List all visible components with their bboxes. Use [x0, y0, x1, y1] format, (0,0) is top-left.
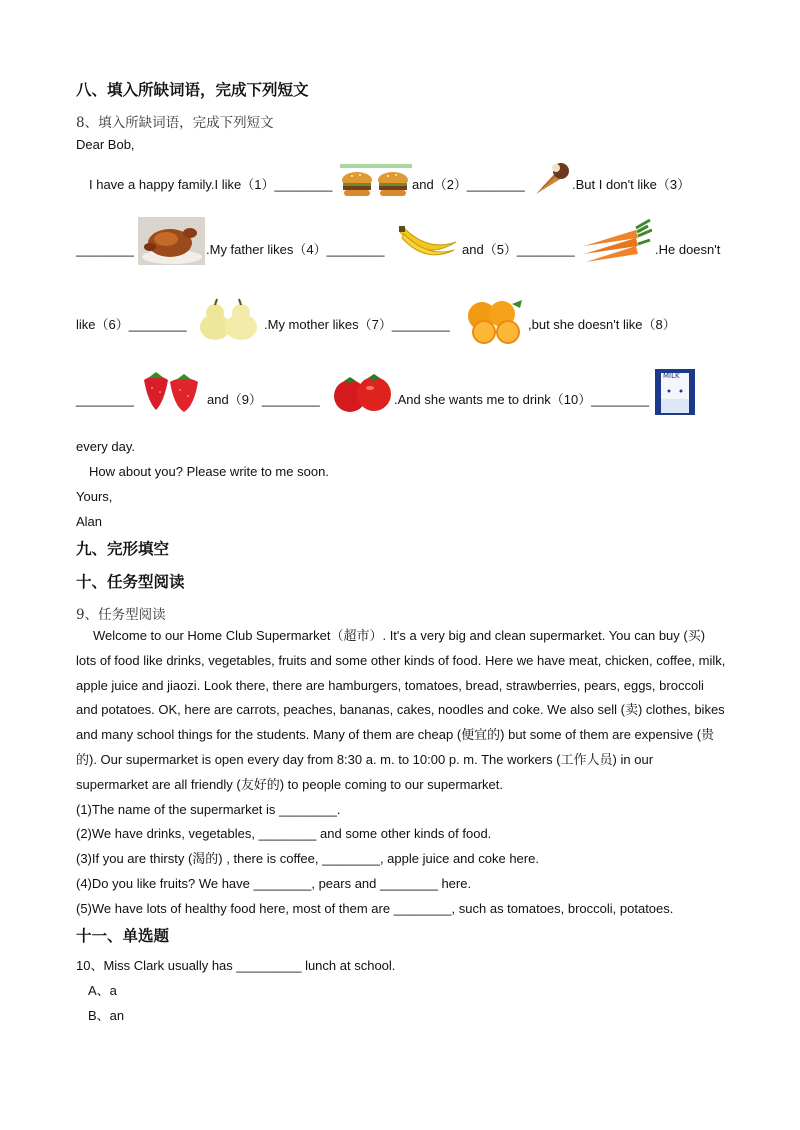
- text-line-1b: and（2）________: [412, 177, 525, 192]
- option-b[interactable]: B、an: [88, 1008, 125, 1023]
- question-title-9: 9、任务型阅读: [76, 607, 166, 623]
- question-10: 10、Miss Clark usually has _________ lunch at school.: [76, 958, 396, 973]
- letter-closing: Yours,: [76, 489, 113, 504]
- letter-signature-name: Alan: [76, 514, 103, 529]
- text-line-2c: and（5）________: [462, 242, 575, 257]
- milk-picture: [655, 369, 695, 415]
- orange-picture: [462, 298, 526, 344]
- hamburger-picture: [340, 164, 412, 200]
- tomato-picture: [330, 372, 394, 414]
- strawberry-picture: [140, 370, 200, 414]
- option-a[interactable]: A、a: [88, 983, 117, 998]
- question-3: (3)If you are thirsty (渴的) , there is coffee, ________, apple juice and coke here.: [76, 851, 539, 867]
- section-heading-9: 九、完形填空: [76, 540, 170, 558]
- roast-chicken-picture: [138, 217, 205, 265]
- text-line-1a: I have a happy family.I like（1）________: [89, 177, 333, 192]
- text-line-4a: ________: [76, 392, 134, 407]
- milk-label: MILK: [663, 372, 680, 380]
- reading-passage: [76, 624, 726, 922]
- question-2: (2)We have drinks, vegetables, ________ and some other kinds of food.: [76, 826, 492, 842]
- pear-picture: [197, 297, 261, 341]
- text-line-2a: ________: [76, 242, 134, 257]
- text-line-1c: .But I don't like（3）: [572, 177, 691, 192]
- text-every-day: every day.: [76, 439, 136, 454]
- passage-text: Welcome to our Home Club Supermarket（超市）. It's a very big and clean supermarket. You can buy (买) lots of food like drinks, vegetables, fruits and some other kinds of food. Here we have meat, chicken, coffee, milk, apple juice and jiaozi. Look there, there are hamburgers, tomatoes, bread, strawberries, pears, eggs, broccoli and potatoes. OK, here are carrots, peaches, bananas, cakes, noodles and coke. We also sell (卖) clothes, bikes and many school things for the students. Many of them are cheap (便宜的) but some of them are expensive (贵的). Our supermarket is open every day from 8:30 a. m. to 10:00 p. m. The workers (工作人员) in our supermarket are all friendly (友好的) to people coming to our supermarket.: [76, 628, 726, 792]
- banana-picture: [398, 222, 458, 262]
- text-line-3a: like（6）________: [76, 317, 187, 332]
- section-heading-10: 十、任务型阅读: [76, 573, 185, 591]
- section-heading-11: 十一、单选题: [76, 927, 170, 945]
- carrot-picture: [582, 216, 652, 266]
- text-line-2b: .My father likes（4）________: [206, 242, 385, 257]
- question-1: (1)The name of the supermarket is ________.: [76, 801, 341, 817]
- text-how-about: How about you? Please write to me soon.: [89, 464, 329, 479]
- text-line-4b: and（9）________: [207, 392, 320, 407]
- text-line-4c: .And she wants me to drink（10）________: [394, 392, 650, 407]
- text-line-2d: .He doesn't: [655, 242, 721, 257]
- ice-cream-picture: [532, 160, 572, 196]
- letter-salutation: Dear Bob,: [76, 137, 135, 152]
- section-heading-8: 八、填入所缺词语，完成下列短文: [76, 81, 309, 99]
- question-title-8: 8、填入所缺词语，完成下列短文: [76, 115, 274, 131]
- text-line-3c: ,but she doesn't like（8）: [528, 317, 676, 332]
- text-line-3b: .My mother likes（7）________: [264, 317, 450, 332]
- question-4: (4)Do you like fruits? We have ________, pears and ________ here.: [76, 875, 472, 891]
- question-5: (5)We have lots of healthy food here, most of them are ________, such as tomatoes, broccoli, potatoes.: [76, 900, 674, 916]
